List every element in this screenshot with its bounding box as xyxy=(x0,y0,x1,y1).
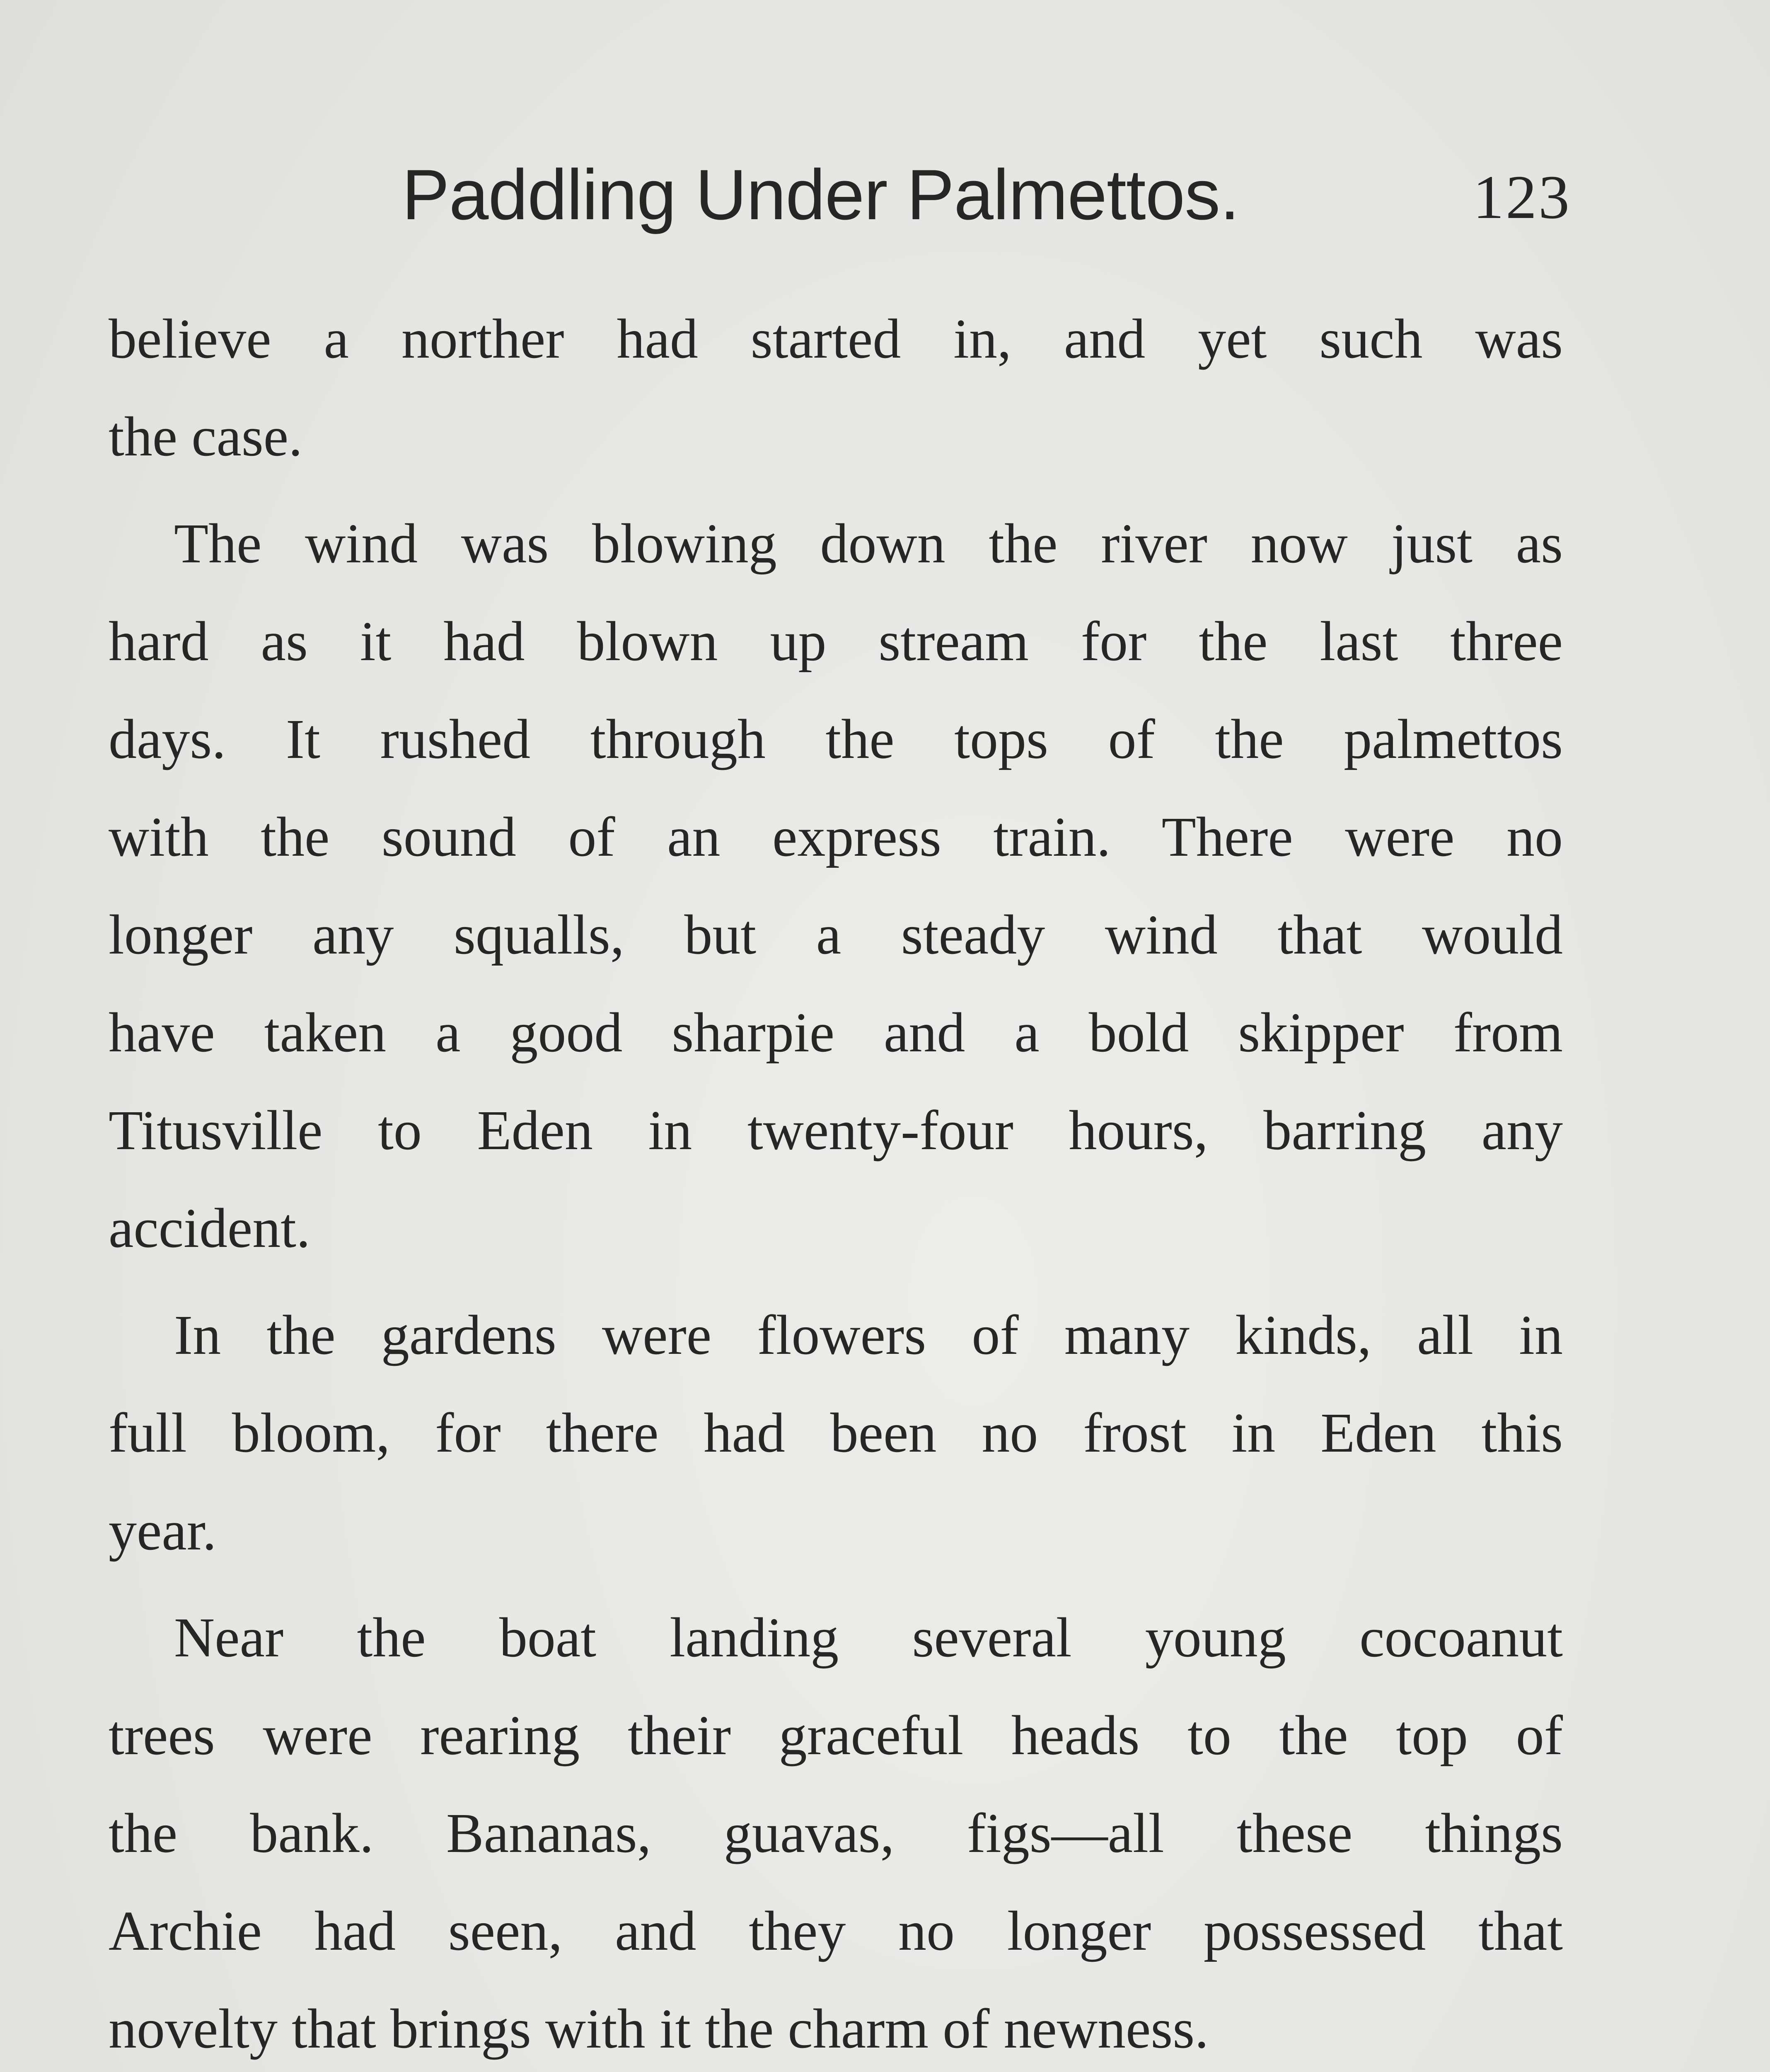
text-line: longer any squalls, but a steady wind that would xyxy=(109,904,1563,966)
paragraph xyxy=(109,1286,1563,1580)
running-title: Paddling Under Palmettos. xyxy=(402,155,1240,235)
text-line: have taken a good sharpie and a bold skipper from xyxy=(109,1002,1563,1064)
text-line: with the sound of an express train. There were no xyxy=(109,806,1563,868)
text-line: Near the boat landing several young cocoanut xyxy=(174,1607,1563,1669)
text-line: Archie had seen, and they no longer possessed that xyxy=(109,1900,1563,1962)
paragraph xyxy=(109,495,1563,1277)
text-line: believe a norther had started in, and yet such was xyxy=(109,308,1563,370)
page-header xyxy=(0,147,1770,242)
text-line: year. xyxy=(109,1500,217,1562)
text-line: full bloom, for there had been no frost in Eden this xyxy=(109,1402,1563,1464)
text-line: Titusville to Eden in twenty-four hours, barring any xyxy=(109,1099,1563,1162)
text-line: days. It rushed through the tops of the palmettos xyxy=(109,708,1563,770)
text-line: The wind was blowing down the river now just as xyxy=(174,513,1563,575)
text-line: the bank. Bananas, guavas, figs—all these things xyxy=(109,1802,1563,1864)
text-line: In the gardens were flowers of many kinds, all in xyxy=(174,1304,1563,1366)
text-line: the case. xyxy=(109,406,303,468)
paragraph xyxy=(109,290,1563,486)
page-number: 123 xyxy=(1473,163,1571,232)
paragraph xyxy=(109,1589,1563,2072)
body-text xyxy=(109,290,1563,2072)
text-line: trees were rearing their graceful heads to the top of xyxy=(109,1704,1563,1767)
text-line: hard as it had blown up stream for the last three xyxy=(109,610,1563,673)
text-line: accident. xyxy=(109,1197,311,1259)
text-line: novelty that brings with it the charm of newness. xyxy=(109,1998,1209,2060)
